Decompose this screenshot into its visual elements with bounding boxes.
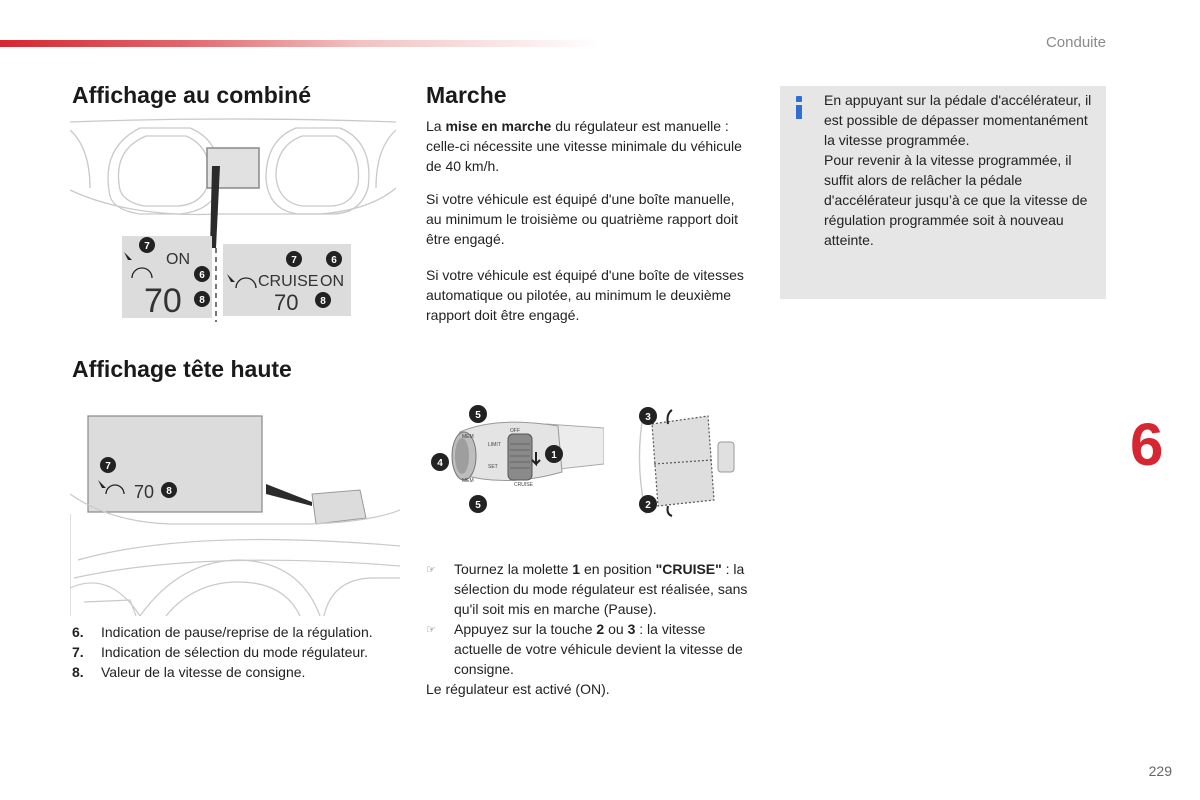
cluster-display-illustration <box>70 118 396 322</box>
legend-number: 8. <box>72 664 84 680</box>
legend-item <box>72 662 402 682</box>
info-box <box>780 86 1106 299</box>
legend-text: Indication de sélection du mode régulateur. <box>101 644 368 660</box>
callout-8: 8 <box>166 486 172 497</box>
cruise-control-stalk-illustration <box>426 400 604 520</box>
legend-item <box>72 642 402 662</box>
callout-1: 1 <box>551 450 557 461</box>
head-up-display-illustration <box>70 410 400 616</box>
right-speed-text: 70 <box>274 290 299 315</box>
callout-7: 7 <box>144 241 150 252</box>
callout-7: 7 <box>105 461 111 472</box>
heading-combine: Affichage au combiné <box>72 82 311 108</box>
stalk-set-label: SET <box>488 464 498 470</box>
heading-marche: Marche <box>426 82 507 108</box>
callout-5-bottom: 5 <box>475 500 481 511</box>
stalk-off-label: OFF <box>510 428 520 434</box>
legend-number: 6. <box>72 624 84 640</box>
info-line-1: En appuyant sur la pédale d'accélérateur, il est possible de dépasser momentanément la vitesse programmée. <box>824 92 1092 148</box>
page-number: 229 <box>1148 763 1172 779</box>
legend-text: Valeur de la vitesse de consigne. <box>101 664 306 680</box>
info-text <box>824 90 1100 250</box>
section-name: Conduite <box>1045 34 1106 51</box>
legend-item <box>72 622 402 642</box>
stalk-lim-label: LIMIT <box>488 442 501 448</box>
steering-wheel-buttons-illustration <box>632 402 742 520</box>
chapter-color-bar <box>0 40 600 47</box>
right-status-text: ON <box>320 273 344 290</box>
instruction-item <box>426 559 756 619</box>
info-icon <box>792 94 806 120</box>
callout-5-top: 5 <box>475 410 481 421</box>
legend-text: Indication de pause/reprise de la régulation. <box>101 624 373 640</box>
stalk-mem-bottom: MEM <box>462 478 474 484</box>
callout-2: 2 <box>645 500 651 511</box>
instruction-list <box>426 559 756 699</box>
legend-number: 7. <box>72 644 84 660</box>
callout-6: 6 <box>331 255 337 266</box>
paragraph-boite-manuelle: Si votre véhicule est équipé d'une boîte manuelle, au minimum le troisième ou quatrième rapport doit être engagé. <box>426 191 739 247</box>
chapter-number: 6 <box>1130 411 1164 478</box>
left-status-text: ON <box>166 251 190 268</box>
heading-tete-haute: Affichage tête haute <box>72 356 292 382</box>
pointer-icon: ☞ <box>426 564 436 576</box>
stalk-mem-top: MEM <box>462 434 474 440</box>
right-mode-text: CRUISE <box>258 273 319 290</box>
info-line-2: Pour revenir à la vitesse programmée, il suffit alors de relâcher la pédale d'accélérateur jusqu’à ce que la vitesse de régulation programmée soit à nouveau atteinte. <box>824 152 1088 248</box>
instruction-text: Appuyez sur la touche 2 ou 3 : la vitesse actuelle de votre véhicule devient la vitesse de consigne. <box>454 621 743 677</box>
left-speed-text: 70 <box>144 282 182 320</box>
callout-8: 8 <box>320 296 326 307</box>
paragraph-mise-en-marche: La mise en marche du régulateur est manuelle : celle-ci nécessite une vitesse minimale du véhicule de 40 km/h. <box>426 118 742 174</box>
callout-6: 6 <box>199 270 205 281</box>
legend-list <box>72 622 402 682</box>
callout-4: 4 <box>437 458 443 469</box>
stalk-cruise-label: CRUISE <box>514 482 533 488</box>
paragraph-boite-automatique: Si votre véhicule est équipé d'une boîte de vitesses automatique ou pilotée, au minimum le deuxième rapport doit être engagé. <box>426 267 744 323</box>
callout-8: 8 <box>199 295 205 306</box>
hud-speed-text: 70 <box>134 482 155 502</box>
callout-7: 7 <box>291 255 297 266</box>
instruction-item <box>426 619 756 679</box>
instruction-text: Tournez la molette 1 en position "CRUISE" : la sélection du mode régulateur est réalisée, sans qu'il soit mis en marche (Pause). <box>454 561 748 617</box>
callout-3: 3 <box>645 412 651 423</box>
closing-note: Le régulateur est activé (ON). <box>426 681 610 697</box>
pointer-icon: ☞ <box>426 624 436 636</box>
